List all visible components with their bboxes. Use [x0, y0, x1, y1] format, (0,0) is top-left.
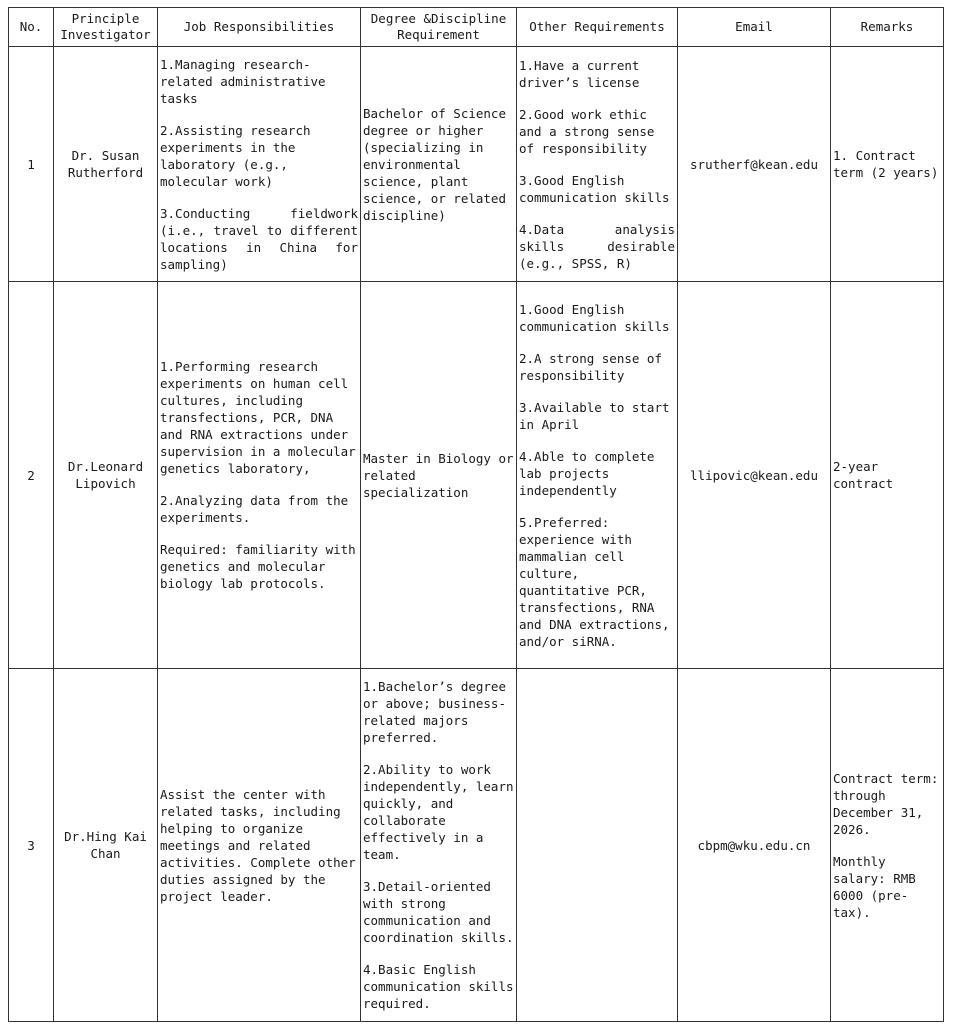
paragraph: 2.A strong sense of responsibility	[519, 350, 662, 383]
paragraph: 2-year contract	[833, 459, 894, 491]
cell-principle-investigator: Dr.Hing Kai Chan	[54, 669, 158, 1022]
header-row	[9, 8, 944, 47]
positions-table	[8, 7, 944, 1022]
cell-principle-investigator: Dr. Susan Rutherford	[54, 47, 158, 282]
paragraph: Assist the center with related tasks, including helping to organize meetings and related activities. Complete other duties assigned by the project leader.	[160, 786, 356, 904]
cell-remarks	[831, 669, 944, 1022]
paragraph: 4.Able to complete lab projects independently	[519, 448, 655, 498]
paragraph: 1.Performing research experiments on human cell cultures, including transfections, PCR, DNA and RNA extractions under supervision in a molecular genetics laboratory,	[160, 359, 356, 476]
paragraph: 5.Preferred: experience with mammalian cell culture, quantitative PCR, transfections, RNA and DNA extractions, and/or siRNA.	[519, 514, 670, 649]
paragraph: 2.Assisting research experiments in the laboratory (e.g., molecular work)	[160, 122, 311, 189]
paragraph: 2.Analyzing data from the experiments.	[160, 493, 349, 525]
cell-no: 1	[9, 47, 54, 282]
paragraph: 3.Available to start in April	[519, 399, 670, 432]
cell-principle-investigator: Dr.Leonard Lipovich	[54, 282, 158, 669]
cell-email: llipovic@kean.edu	[678, 282, 831, 669]
header-principle-investigator: Principle Investigator	[54, 8, 158, 47]
paragraph: Bachelor of Science degree or higher (specializing in environmental science, plant science, or related discipline)	[363, 105, 506, 223]
cell-other-requirements	[517, 669, 678, 1022]
cell-degree-requirement	[361, 669, 517, 1022]
paragraph: 1.Bachelor’s degree or above; business-related majors preferred.	[363, 679, 506, 745]
cell-no: 3	[9, 669, 54, 1022]
cell-job-responsibilities	[158, 282, 361, 669]
cell-no: 2	[9, 282, 54, 669]
header-no: No.	[9, 8, 54, 47]
paragraph: 3.Good English communication skills	[519, 172, 670, 205]
table-row	[9, 669, 944, 1022]
paragraph: Monthly salary: RMB 6000 (pre-tax).	[833, 853, 916, 920]
cell-job-responsibilities	[158, 47, 361, 282]
cell-other-requirements	[517, 282, 678, 669]
paragraph: 3.Detail-oriented with strong communication and coordination skills.	[363, 879, 514, 945]
paragraph: Contract term: through December 31, 2026.	[833, 770, 939, 837]
header-remarks: Remarks	[831, 8, 944, 47]
cell-job-responsibilities	[158, 669, 361, 1022]
paragraph: 4.Basic English communication skills required.	[363, 962, 514, 1011]
cell-email: cbpm@wku.edu.cn	[678, 669, 831, 1022]
paragraph: Required: familiarity with genetics and molecular biology lab protocols.	[160, 542, 356, 591]
cell-degree-requirement	[361, 47, 517, 282]
paragraph: Master in Biology or related specialization	[363, 450, 514, 500]
table-row	[9, 282, 944, 669]
paragraph: 2.Ability to work independently, learn quickly, and collaborate effectively in a team.	[363, 762, 514, 862]
paragraph: 4.Data analysis skills desirable (e.g., SPSS, R)	[519, 221, 675, 271]
table-row	[9, 47, 944, 282]
cell-remarks	[831, 47, 944, 282]
paragraph: 2.Good work ethic and a strong sense of responsibility	[519, 106, 655, 156]
paragraph: 1.Have a current driver’s license	[519, 57, 640, 90]
cell-degree-requirement	[361, 282, 517, 669]
paragraph: 1. Contract term (2 years)	[833, 148, 939, 180]
paragraph: 1.Managing research-related administrative tasks	[160, 56, 326, 106]
header-other-requirements: Other Requirements	[517, 8, 678, 47]
header-job-responsibilities: Job Responsibilities	[158, 8, 361, 47]
cell-other-requirements	[517, 47, 678, 282]
paragraph: 1.Good English communication skills	[519, 301, 670, 334]
header-email: Email	[678, 8, 831, 47]
cell-remarks	[831, 282, 944, 669]
header-degree-requirement: Degree &Discipline Requirement	[361, 8, 517, 47]
paragraph: 3.Conducting fieldwork (i.e., travel to different locations in China for sampling)	[160, 205, 358, 272]
cell-email: srutherf@kean.edu	[678, 47, 831, 282]
